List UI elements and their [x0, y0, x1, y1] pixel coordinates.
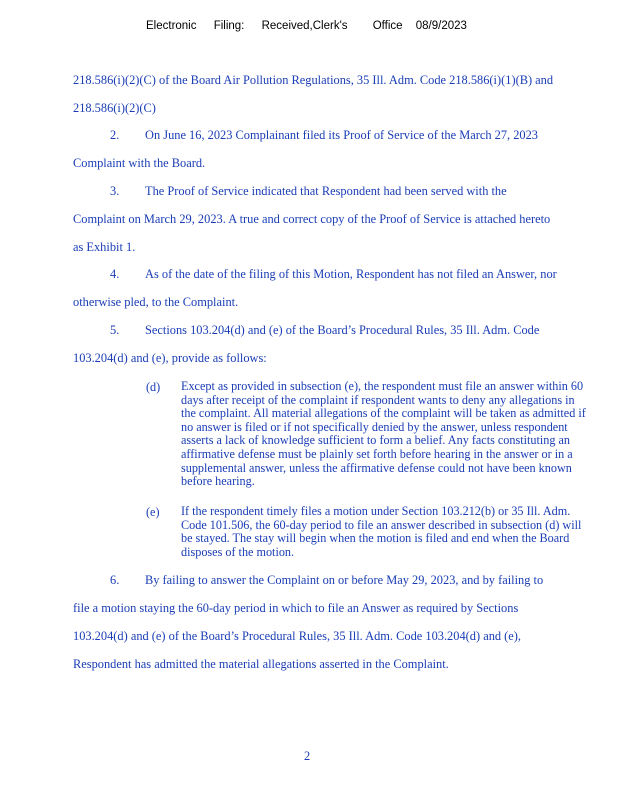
text-line: As of the date of the filing of this Motion, Respondent has not filed an Answer, nor — [145, 267, 557, 281]
paragraph-number: 3. — [110, 184, 120, 198]
text-line: otherwise pled, to the Complaint. — [73, 295, 239, 309]
header-word-electronic: Electronic — [146, 20, 197, 32]
text-line: Complaint with the Board. — [73, 156, 206, 170]
text-line: On June 16, 2023 Complainant filed its Proof of Service of the March 27, 2023 — [145, 128, 538, 142]
text-line: Sections 103.204(d) and (e) of the Board’s Procedural Rules, 35 Ill. Adm. Code — [145, 323, 540, 337]
text-line: 103.204(d) and (e) of the Board’s Procedural Rules, 35 Ill. Adm. Code 103.204(d) and (e), — [73, 629, 522, 643]
paragraph-number: 4. — [110, 267, 120, 281]
text-line: The Proof of Service indicated that Respondent had been served with the — [145, 184, 507, 198]
quote-label-d: (d) — [146, 380, 161, 394]
header-word-received: Received,Clerk's — [261, 20, 348, 32]
quote-label-e: (e) — [146, 505, 160, 519]
text-line: file a motion staying the 60-day period in which to file an Answer as required by Sections — [73, 601, 519, 615]
header-word-office: Office — [372, 20, 403, 32]
text-line: 103.204(d) and (e), provide as follows: — [73, 351, 267, 365]
filing-stamp-header — [146, 20, 467, 32]
paragraph-number: 2. — [110, 128, 120, 142]
header-word-filing: Filing: — [213, 20, 245, 32]
text-line: Respondent has admitted the material allegations asserted in the Complaint. — [73, 657, 449, 671]
paragraph-number: 5. — [110, 323, 120, 337]
text-line: Complaint on March 29, 2023. A true and correct copy of the Proof of Service is attached hereto — [73, 212, 551, 226]
page-number: 2 — [304, 749, 311, 763]
block-quote-e: If the respondent timely files a motion under Section 103.212(b) or 35 Ill. Adm. Code 101.506, the 60-day period to file an answer described in subsection (d) will be stayed. The stay will begin when the motion is filed and end when the Board disposes of the motion. — [181, 504, 582, 559]
block-quote-d: Except as provided in subsection (e), the respondent must file an answer within 60 days after receipt of the complaint if respondent wants to deny any allegations in the complaint. All material allegations of the complaint will be taken as admitted if no answer is filed or if not specifically denied by the answer, unless respondent asserts a lack of knowledge sufficient to form a belief. Any facts constituting an affirmative defense must be plainly set forth before hearing in the answer or in a supplemental answer, unless the affirmative defense could not have been known before hearing. — [181, 379, 586, 489]
text-line: 218.586(i)(2)(C) — [73, 101, 156, 115]
text-line: By failing to answer the Complaint on or before May 29, 2023, and by failing to — [145, 573, 544, 587]
text-line: 218.586(i)(2)(C) of the Board Air Pollution Regulations, 35 Ill. Adm. Code 218.586(i)(1)(B) and — [73, 73, 554, 87]
header-date: 08/9/2023 — [415, 20, 467, 32]
paragraph-number: 6. — [110, 573, 120, 587]
text-line: as Exhibit 1. — [73, 240, 136, 254]
